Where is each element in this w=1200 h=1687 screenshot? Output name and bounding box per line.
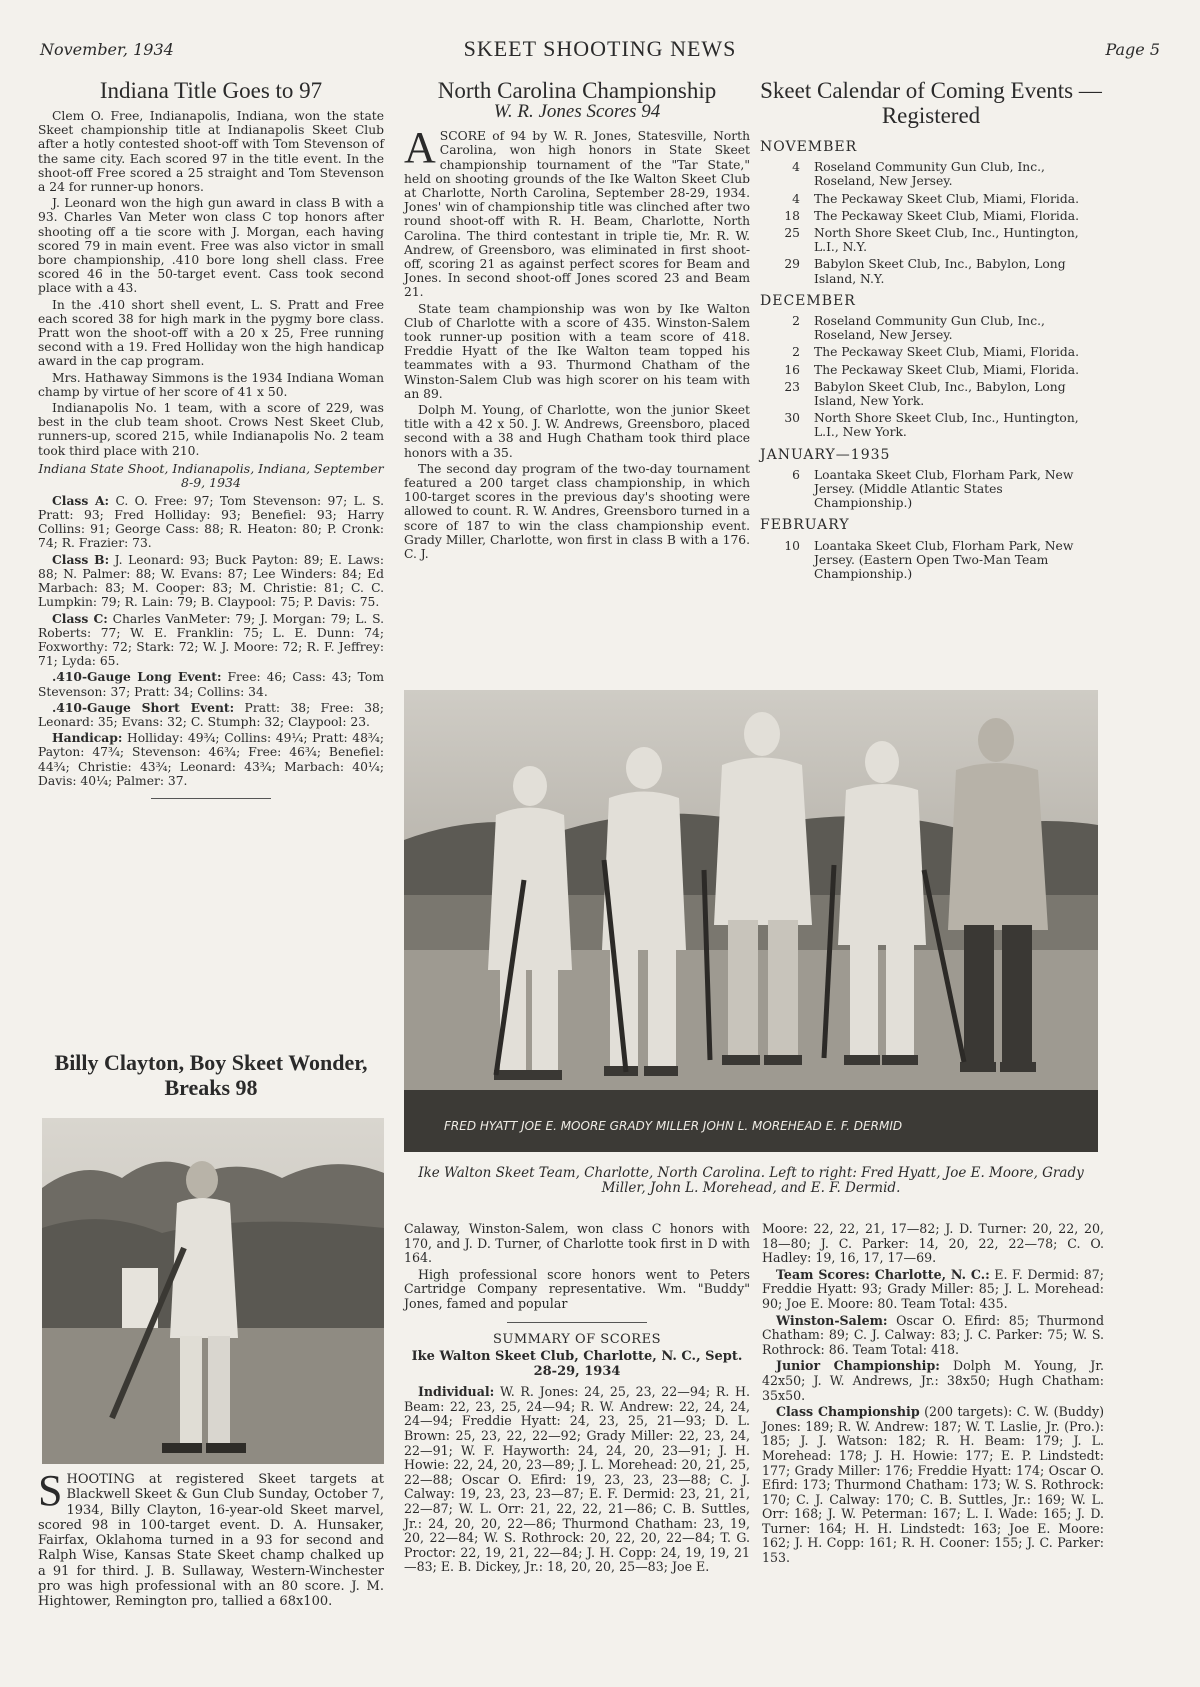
- handicap-results: [38, 731, 384, 788]
- calendar-event-text: The Peckaway Skeet Club, Miami, Florida.: [814, 208, 1079, 223]
- summary-subtitle: Ike Walton Skeet Club, Charlotte, N. C., Sept. 28-29, 1934: [411, 1349, 743, 1380]
- indiana-para-5: Indianapolis No. 1 team, with a score of 229, was best in the club team shoot. Crows Nest Skeet Club, runners-up, scored 215, while Indianapolis No. 2 team took third place with 210.: [38, 401, 384, 458]
- nc-para-1: [404, 123, 750, 300]
- divider: [507, 1322, 647, 1323]
- calendar-event-text: North Shore Skeet Club, Inc., Huntington, L.I., New York.: [814, 411, 1079, 440]
- indiana-article: [38, 78, 384, 807]
- issue-date: November, 1934: [40, 40, 174, 59]
- nc-continuation: [404, 1222, 750, 1577]
- calendar-event-text: The Peckaway Skeet Club, Miami, Florida.: [814, 191, 1079, 206]
- team-photo-caption: Ike Walton Skeet Team, Charlotte, North Carolina. Left to right: Fred Hyatt, Joe E. Moore, Grady Miller, John L. Morehead, and E. F. Dermid.: [418, 1165, 1084, 1196]
- calendar-event-text: The Peckaway Skeet Club, Miami, Florida.: [814, 362, 1079, 377]
- calendar-event-day: 2: [792, 345, 800, 360]
- calendar-event-day: 10: [784, 538, 800, 553]
- class-a-results: [38, 494, 384, 551]
- class-b-text: J. Leonard: 93; Buck Payton: 89; E. Laws: 88; N. Palmer: 88; W. Evans: 87; Lee Winders: 84; Ed Marbach: 83; M. Cooper: 83; M. Christie: 81; C. C. Lumpkin: 79; R. Lain: 79; B. Claypool: 75; P. Davis: 75.: [38, 552, 384, 610]
- calendar-event: [760, 209, 1102, 223]
- class-championship: [762, 1405, 1104, 1566]
- indiana-para-1: Clem O. Free, Indianapolis, Indiana, won the state Skeet championship title at Indianapolis Skeet Club after a hotly contested shoot-off with Tom Stevenson of the same city. Each scored 97 in the title event. In the shoot-off Free scored a 25 straight and Tom Stevenson a 24 for runner-up honors.: [38, 109, 384, 195]
- photo-name-strip: FRED HYATT JOE E. MOORE GRADY MILLER JOHN L. MOREHEAD E. F. DERMID: [444, 1119, 903, 1133]
- long-event-text: Free: 46; Cass: 43; Tom Stevenson: 37; Pratt: 34; Collins: 34.: [38, 670, 384, 699]
- handicap-label: Handicap:: [52, 730, 123, 746]
- long-event-results: [38, 670, 384, 698]
- nc-headline: North Carolina Championship: [437, 78, 717, 103]
- calendar-event-day: 23: [784, 379, 800, 394]
- calendar-list: [760, 140, 1102, 581]
- class-b-results: [38, 553, 384, 610]
- calendar-event: [760, 160, 1102, 188]
- calendar-month-heading: FEBRUARY: [760, 517, 850, 534]
- indiana-para-4: Mrs. Hathaway Simmons is the 1934 Indiana Woman champ by virtue of her score of 41 x 50.: [38, 370, 384, 399]
- long-event-label: .410-Gauge Long Event:: [52, 669, 222, 685]
- calendar-event: [760, 345, 1102, 359]
- handicap-text: Holliday: 49¾; Collins: 49¼; Pratt: 48¾; Payton: 47¾; Stevenson: 46¾; Free: 46¾; Benefiel: 44¾; Christie: 43¾; Leonard: 43¾; Marbach: 40¼; Davis: 40¼; Palmer: 37.: [38, 731, 384, 788]
- calendar-event-day: 25: [784, 226, 800, 241]
- nc-para-3: Dolph M. Young, of Charlotte, won the junior Skeet title with a 42 x 50. J. W. Andrews, Greensboro, placed second with a 38 and Hugh Chatham took third place honors with a 35.: [404, 403, 750, 460]
- class-a-text: C. O. Free: 97; Tom Stevenson: 97; L. S. Pratt: 93; Fred Holliday: 93; Benefiel: 93; Harry Collins: 91; George Cass: 88; R. Heaton: 80; P. Cronk: 74; R. Frazier: 73.: [38, 493, 384, 551]
- calendar-event: [760, 314, 1102, 342]
- nc-dropcap: A: [404, 123, 436, 173]
- calendar: [760, 78, 1102, 584]
- indiana-headline: Indiana Title Goes to 97: [99, 78, 323, 103]
- calendar-month-heading: JANUARY—1935: [760, 446, 891, 463]
- page-number: Page 5: [1105, 40, 1160, 59]
- calendar-event: [760, 539, 1102, 582]
- calendar-event-day: 6: [792, 467, 800, 482]
- indiana-para-2: J. Leonard won the high gun award in class B with a 93. Charles Van Meter won class C top honors after shooting off a tie score with J. Morgan, each having scored 79 in main event. Free was also victor in small bore championship, .410 bore long shell class. Free scored 46 in the 50-target event. Cass took second place with a 43.: [38, 196, 384, 296]
- calendar-event-text: Roseland Community Gun Club, Inc., Roseland, New Jersey.: [814, 314, 1045, 343]
- calendar-event-text: The Peckaway Skeet Club, Miami, Florida.: [814, 345, 1079, 360]
- scores-continuation: [762, 1222, 1104, 1568]
- short-event-label: .410-Gauge Short Event:: [52, 699, 235, 715]
- calendar-event: [760, 363, 1102, 377]
- team-scores-text: E. F. Dermid: 87; Freddie Hyatt: 93; Grady Miller: 85; J. L. Morehead: 90; Joe E. Moore: 80. Team Total: 435.: [762, 1266, 1104, 1311]
- team-scores-label: Team Scores: Charlotte, N. C.:: [776, 1266, 990, 1282]
- calendar-event-day: 16: [784, 362, 800, 377]
- calendar-event-text: Babylon Skeet Club, Inc., Babylon, Long Island, New York.: [814, 379, 1066, 409]
- divider: [151, 798, 271, 799]
- winston-salem-scores: [762, 1314, 1104, 1358]
- summary-title: SUMMARY OF SCORES: [493, 1331, 661, 1347]
- billy-body: HOOTING at registered Skeet targets at Blackwell Skeet & Gun Club Sunday, October 7, 1934, Billy Clayton, 16-year-old Skeet marvel, scored 98 in 100-target event. D. A. Hunsaker, Fairfax, Oklahoma turned in a 93 for second and Ralph Wise, Kansas State Skeet champ chalked up a 91 for third. J. B. Sullaway, Western-Winchester pro was high professional with an 80 score. J. M. Hightower, Remington pro, tallied a 68x100.: [38, 1472, 384, 1610]
- billy-dropcap: S: [38, 1466, 63, 1515]
- junior-championship: [762, 1359, 1104, 1403]
- winston-salem-label: Winston-Salem:: [776, 1312, 888, 1328]
- calendar-event-text: Loantaka Skeet Club, Florham Park, New Jersey. (Middle Atlantic States Championship.): [814, 467, 1074, 511]
- winston-salem-text: Oscar O. Efird: 85; Thurmond Chatham: 89; C. J. Calway: 83; J. C. Parker: 75; W. S. Rothrock: 86. Team Total: 418.: [762, 1312, 1104, 1357]
- indiana-shoot-title: Indiana State Shoot, Indianapolis, Indiana, September 8-9, 1934: [38, 460, 384, 490]
- class-championship-label: Class Championship: [776, 1404, 920, 1420]
- nc-subhead: W. R. Jones Scores 94: [493, 101, 661, 122]
- class-b-label: Class B:: [52, 551, 110, 567]
- nc-article: [404, 78, 750, 563]
- indiana-para-3: In the .410 short shell event, L. S. Pratt and Free each scored 38 for high mark in the pygmy bore class. Pratt won the shoot-off with a 20 x 25, Free running second with a 19. Fred Holliday won the high handicap award in the cap program.: [38, 297, 384, 369]
- calendar-event-day: 2: [792, 314, 800, 329]
- short-event-text: Pratt: 38; Free: 38; Leonard: 35; Evans: 32; C. Stumph: 32; Claypool: 23.: [38, 700, 384, 729]
- calendar-event-text: Roseland Community Gun Club, Inc., Roseland, New Jersey.: [814, 160, 1045, 189]
- nc-cont-para-1: Calaway, Winston-Salem, won class C honors with 170, and J. D. Turner, of Charlotte took first in D with 164.: [404, 1221, 750, 1266]
- individual-text: W. R. Jones: 24, 25, 23, 22—94; R. H. Beam: 22, 23, 25, 24—94; R. W. Andrew: 22, 24, 24, 24—94; Freddie Hyatt: 24, 23, 25, 21—93; D. L. Brown: 25, 23, 22, 22—92; Grady Miller: 22, 23, 24, 22—91; W. F. Hayworth: 24, 24, 20, 23—91; J. H. Howie: 22, 24, 20, 23—89; J. L. Morehead: 20, 21, 25, 22—88; Oscar O. Efird: 19, 23, 23, 23—88; C. J. Calway: 19, 23, 23, 23—87; E. F. Dermid: 23, 21, 21, 22—87; W. L. Orr: 21, 22, 22, 21—86; C. B. Suttles, Jr.: 24, 20, 20, 22—86; Thurmond Chatham: 23, 19, 20, 22—84; W. S. Rothrock: 20, 22, 20, 22—84; T. G. Proctor: 22, 19, 21, 22—84; J. H. Copp: 24, 19, 19, 21—83; E. B. Dickey, Jr.: 18, 20, 20, 25—83; Joe E.: [404, 1384, 750, 1575]
- calendar-month-heading: NOVEMBER: [760, 139, 858, 155]
- class-c-results: [38, 612, 384, 669]
- billy-clayton-photo: [42, 1118, 384, 1464]
- calendar-event: [760, 468, 1102, 511]
- calendar-event-day: 18: [784, 208, 800, 223]
- scores-para-1: Moore: 22, 22, 21, 17—82; J. D. Turner: 20, 22, 20, 18—80; J. C. Parker: 14, 20, 22, 22—78; C. O. Hadley: 19, 16, 17, 17—69.: [762, 1221, 1104, 1266]
- calendar-event-day: 29: [784, 257, 800, 272]
- billy-text: [38, 1466, 384, 1610]
- calendar-event-day: 4: [792, 160, 800, 175]
- calendar-event: [760, 192, 1102, 206]
- individual-label: Individual:: [418, 1384, 495, 1400]
- team-scores: [762, 1268, 1104, 1312]
- nc-para-2: State team championship was won by Ike Walton Club of Charlotte with a score of 435. Winston-Salem took runner-up position with a team score of 418. Freddie Hyatt of the Ike Walton team topped his teammates with a 93. Thurmond Chatham of the Winston-Salem Club was high scorer on his team with an 89.: [404, 301, 750, 401]
- billy-article: [38, 1466, 384, 1612]
- calendar-event-text: Babylon Skeet Club, Inc., Babylon, Long Island, N.Y.: [814, 257, 1066, 286]
- calendar-event: [760, 411, 1102, 439]
- individual-scores: [404, 1385, 750, 1575]
- calendar-headline: Skeet Calendar of Coming Events —Registered: [760, 78, 1102, 128]
- calendar-event: [760, 257, 1102, 285]
- nc-para-1-text: SCORE of 94 by W. R. Jones, Statesville, North Carolina, won high honors in State Skeet championship tournament of the "Tar State," held on shooting grounds of the Ike Walton Skeet Club at Charlotte, North Carolina, September 28-29, 1934. Jones' win of championship title was clinched after two round shoot-off with R. H. Beam, Charlotte, North Carolina. The third contestant in triple tie, Mr. R. W. Andrew, of Greensboro, was eliminated in first shoot-off, scoring 21 as against perfect scores for Beam and Jones. In second shoot-off Jones scored 23 and Beam 21.: [404, 129, 750, 300]
- calendar-event-text: North Shore Skeet Club, Inc., Huntington, L.I., N.Y.: [814, 226, 1079, 255]
- billy-headline: Billy Clayton, Boy Skeet Wonder, Breaks 98: [54, 1050, 368, 1100]
- billy-photo-image: [42, 1118, 384, 1464]
- nc-cont-para-2: High professional score honors went to Peters Cartridge Company representative. Wm. "Buddy" Jones, famed and popular: [404, 1266, 750, 1311]
- class-a-label: Class A:: [52, 492, 110, 508]
- short-event-results: [38, 701, 384, 729]
- class-c-label: Class C:: [52, 610, 108, 626]
- team-photo-image: [404, 690, 1098, 1152]
- billy-headline-block: [38, 1050, 384, 1100]
- ike-walton-team-photo: [404, 690, 1098, 1152]
- nc-para-4: The second day program of the two-day tournament featured a 200 target class championship, in which 100-target scores in the previous day's shooting were allowed to count. R. W. Andres, Greensboro turned in a score of 187 to win the class championship event. Grady Miller, Charlotte, won first in class B with a 176. C. J.: [404, 461, 750, 562]
- publication-title: SKEET SHOOTING NEWS: [463, 36, 737, 61]
- class-championship-text: (200 targets): C. W. (Buddy) Jones: 189; R. W. Andrew: 187; W. T. Laslie, Jr. (Pro.): 185; J. J. Watson: 182; R. H. Beam: 179; J. L. Morehead: 178; J. H. Howie: 177; E. P. Lindstedt: 177; Grady Miller: 176; Freddie Hyatt: 174; Oscar O. Efird: 173; Thurmond Chatham: 173; W. S. Rothrock: 170; C. J. Calway: 170; C. B. Suttles, Jr.: 169; W. L. Orr: 168; J. W. Peterman: 167; L. I. Wade: 165; J. D. Turner: 164; H. H. Lindstedt: 163; Joe E. Moore: 162; J. H. Copp: 161; R. H. Cooner: 155; J. C. Parker: 153.: [762, 1404, 1104, 1566]
- page-header: [40, 36, 1160, 64]
- calendar-event-day: 30: [784, 411, 800, 426]
- class-c-text: Charles VanMeter: 79; J. Morgan: 79; L. S. Roberts: 77; W. E. Franklin: 75; L. E. Dunn: 74; Foxworthy: 72; Stark: 72; W. J. Moore: 72; R. F. Jeffrey: 71; Lyda: 65.: [38, 611, 384, 669]
- calendar-event: [760, 226, 1102, 254]
- calendar-event-text: Loantaka Skeet Club, Florham Park, New Jersey. (Eastern Open Two-Man Team Championship.): [814, 538, 1074, 582]
- calendar-event: [760, 380, 1102, 408]
- junior-label: Junior Championship:: [776, 1358, 940, 1374]
- junior-text: Dolph M. Young, Jr. 42x50; J. W. Andrews, Jr.: 38x50; Hugh Chatham: 35x50.: [762, 1358, 1104, 1403]
- calendar-event-day: 4: [792, 191, 800, 206]
- calendar-month-heading: DECEMBER: [760, 292, 856, 309]
